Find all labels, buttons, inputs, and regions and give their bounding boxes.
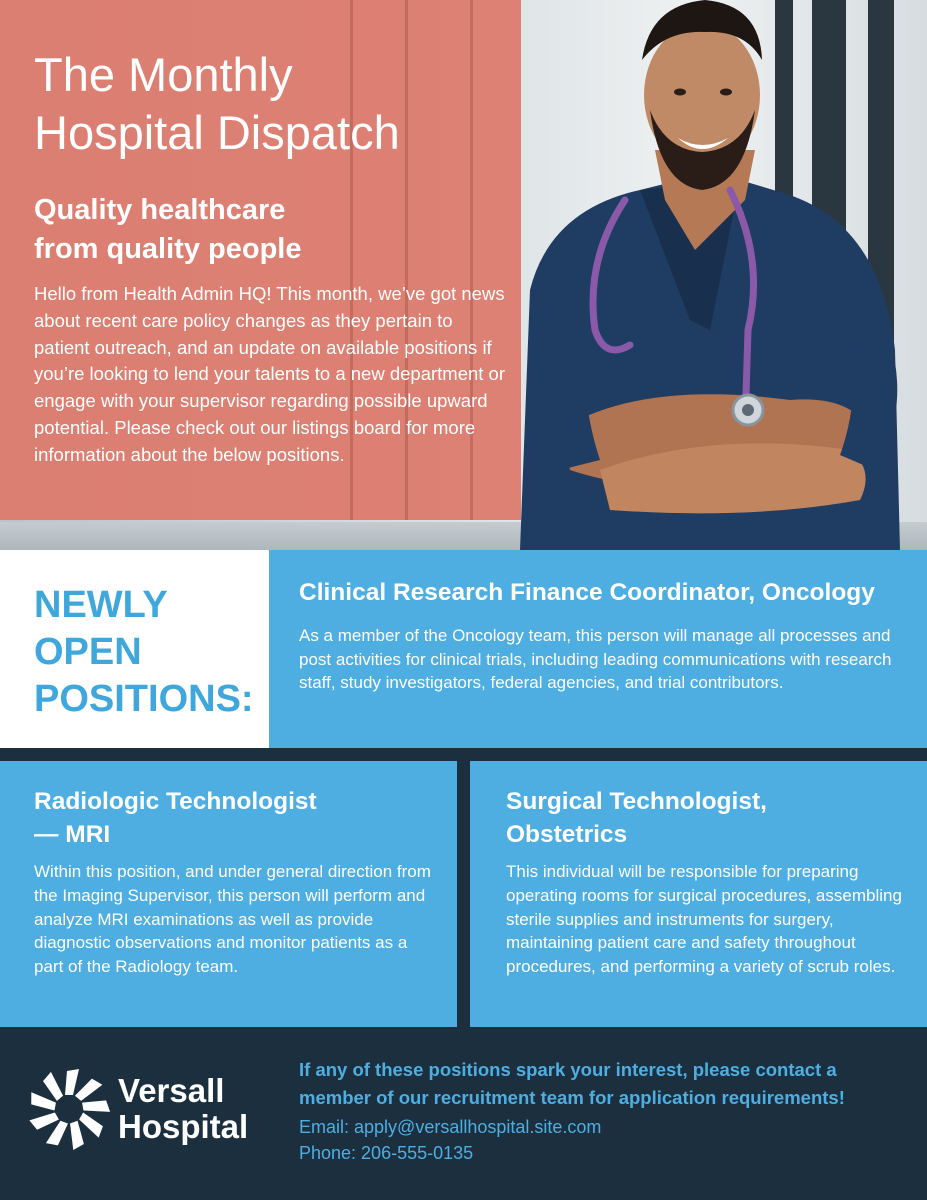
page-title	[34, 46, 514, 162]
position-title-line-2: — MRI	[34, 821, 111, 848]
position-description: Within this position, and under general direction from the Imaging Supervisor, this person will perform and analyze MRI examinations as well as provide diagnostic observations and monitor patients as a part of the Radiology team.	[34, 862, 431, 977]
position-title-line-1: Surgical Technologist,	[506, 788, 767, 815]
positions-heading-line-3: POSITIONS:	[34, 678, 254, 720]
position-card-radiology	[0, 761, 457, 1027]
positions-heading-line-2: OPEN	[34, 631, 142, 673]
position-title	[506, 785, 886, 851]
page-subtitle	[34, 191, 494, 269]
position-title-line-1: Radiologic Technologist	[34, 788, 317, 815]
contact-phone[interactable]: Phone: 206-555-0135	[299, 1143, 474, 1163]
brand-name	[118, 1073, 248, 1145]
subtitle-line-2: from quality people	[34, 233, 302, 265]
brand-name-line-1: Versall	[118, 1072, 225, 1109]
position-card-oncology	[269, 550, 927, 748]
starburst-logo-icon	[26, 1066, 112, 1152]
subtitle-line-1: Quality healthcare	[34, 194, 286, 226]
position-description: As a member of the Oncology team, this person will manage all processes and post activities for clinical trials, including leading communications with research staff, study investigators, federal agencies, and trial contributors.	[299, 626, 892, 692]
title-line-1: The Monthly	[34, 48, 293, 101]
positions-heading-line-1: NEWLY	[34, 584, 168, 626]
position-title-line-2: Obstetrics	[506, 821, 628, 848]
position-title: Clinical Research Finance Coordinator, Oncology	[299, 579, 875, 606]
title-line-2: Hospital Dispatch	[34, 106, 400, 159]
brand-name-line-2: Hospital	[118, 1108, 249, 1145]
position-title	[34, 785, 414, 851]
intro-paragraph: Hello from Health Admin HQ! This month, we’ve got news about recent care policy changes as they pertain to patient outreach, and an update on available positions if you’re looking to lend your talents to a new department or engage with your supervisor regarding possible upward potential. Please check out our listings board for more information about the below positions.	[34, 283, 506, 465]
position-description: This individual will be responsible for preparing operating rooms for surgical procedures, assembling sterile supplies and instruments for surgery, maintaining patient care and safety throughout procedures, and performing a variety of scrub roles.	[506, 862, 902, 977]
call-to-action: If any of these positions spark your interest, please contact a member of our recruitment team for application requirements!	[299, 1059, 845, 1108]
position-card-surgical	[470, 761, 927, 1027]
contact-email[interactable]: Email: apply@versallhospital.site.com	[299, 1117, 602, 1137]
nurse-photo	[490, 0, 927, 550]
contact-info	[299, 1114, 601, 1166]
positions-heading	[34, 582, 254, 723]
hero-section	[0, 0, 927, 550]
